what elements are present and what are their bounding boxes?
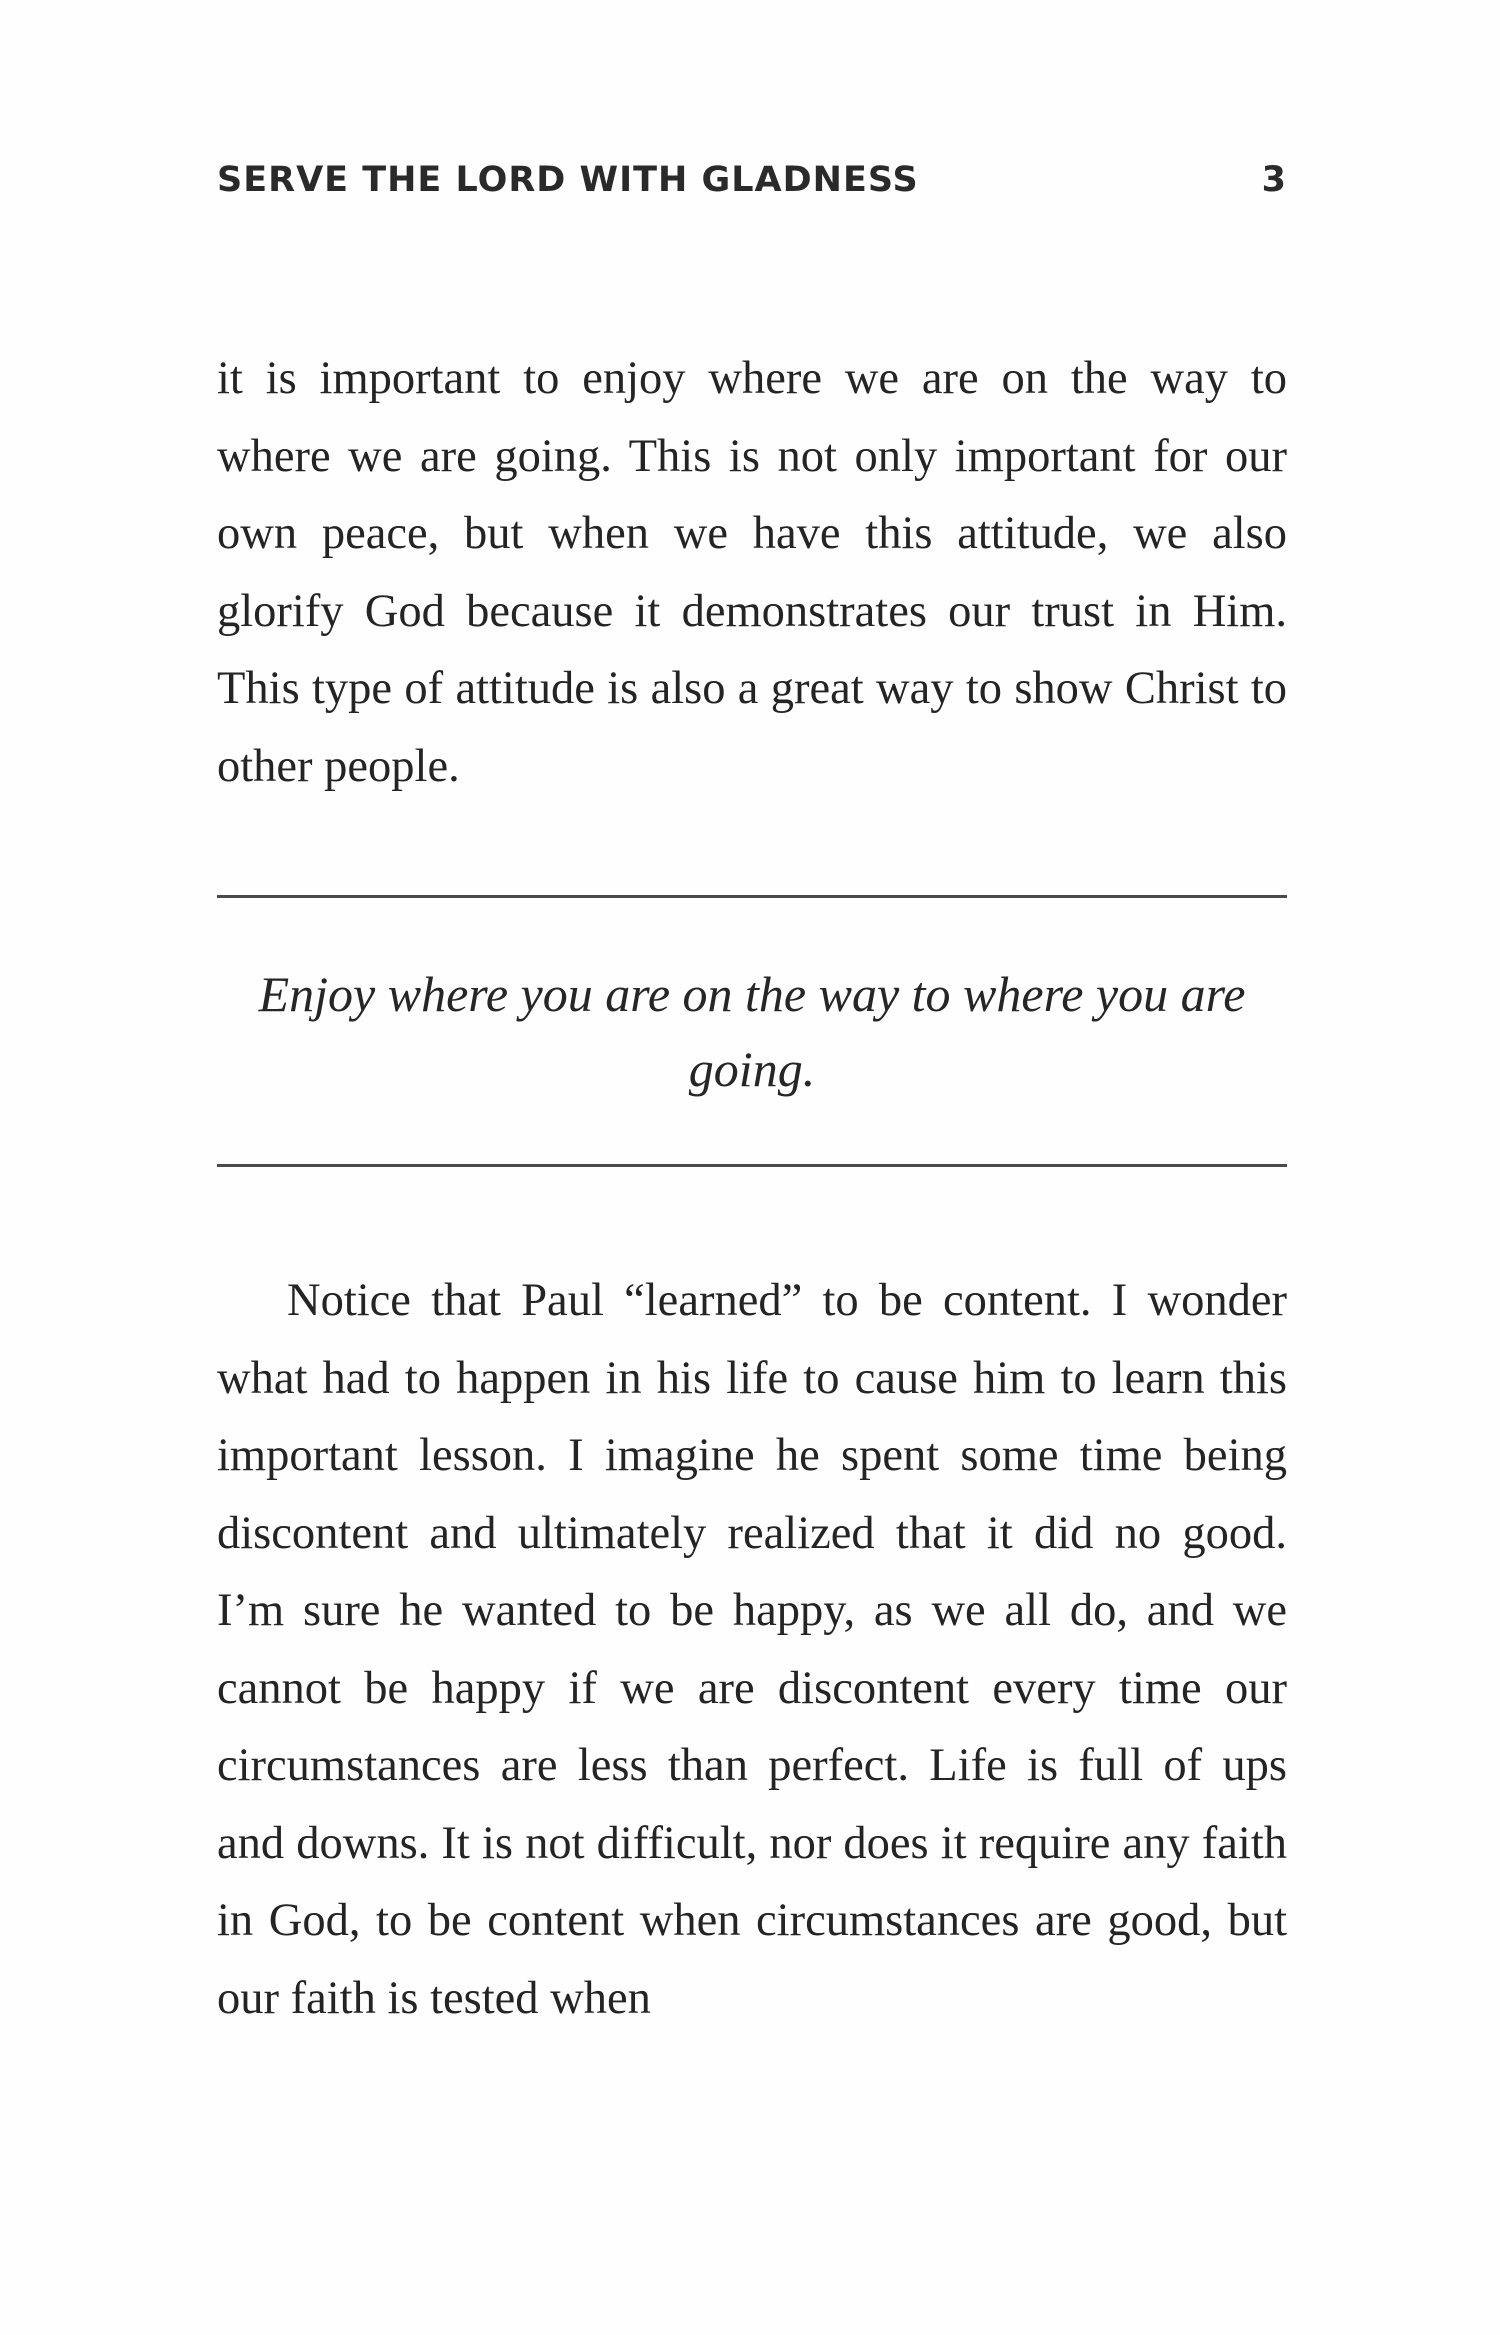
- running-header: [217, 160, 1287, 204]
- paragraph-1: it is important to enjoy where we are on the way to where we are going. This is not only important for our own peace, but when we have this attitude, we also glorify God because it demonstrates our trust in Him. This type of attitude is also a great way to show Christ to other people.: [217, 353, 1287, 792]
- paragraph-2: Notice that Paul “learned” to be content. I wonder what had to happen in his life to cause him to learn this important lesson. I imagine he spent some time being discontent and ultimately realized that it did no good. I’m sure he wanted to be happy, as we all do, and we cannot be happy if we are discontent every time our circumstances are less than perfect. Life is full of ups and downs. It is not difficult, nor does it require any faith in God, to be content when circumstances are good, but our faith is tested when: [217, 1275, 1287, 2024]
- pull-quote: Enjoy where you are on the way to where you are going.: [258, 966, 1246, 1097]
- running-title: SERVE THE LORD WITH GLADNESS: [217, 160, 919, 200]
- pull-quote-bottom-rule: [217, 1164, 1287, 1167]
- pull-quote-top-rule: [217, 895, 1287, 898]
- page-number: 3: [1261, 160, 1287, 200]
